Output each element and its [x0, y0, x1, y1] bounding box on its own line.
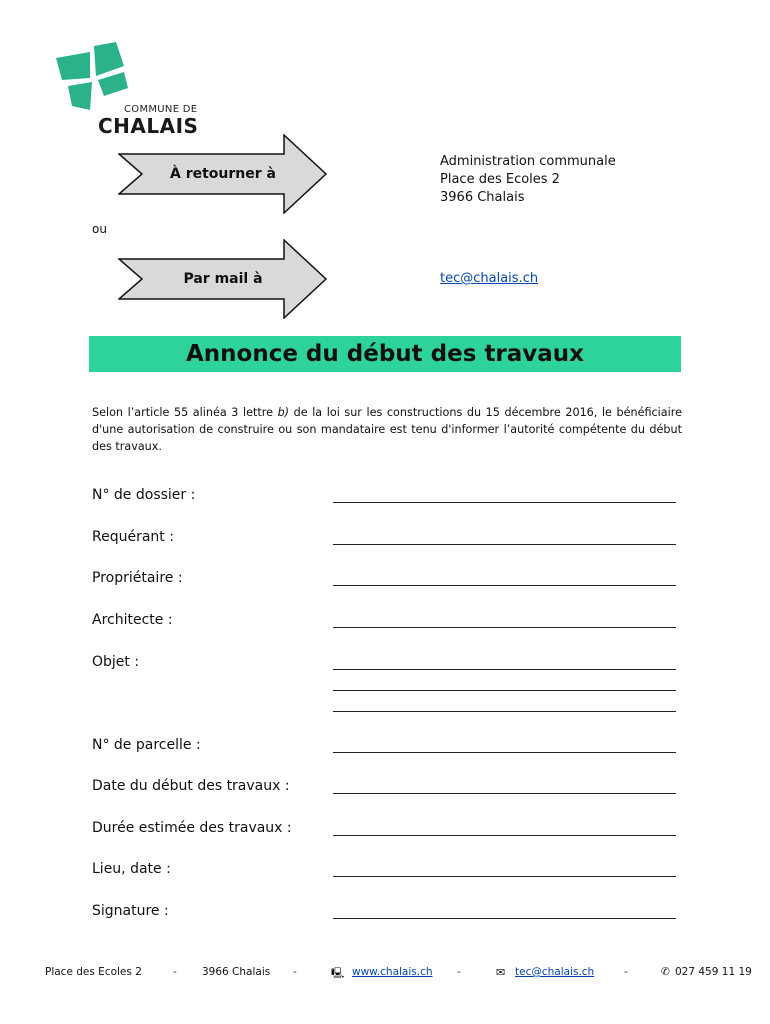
mail-arrow-label: Par mail à: [183, 271, 263, 287]
field-label-duree: Durée estimée des travaux :: [92, 820, 292, 836]
envelope-icon: ✉: [496, 966, 506, 979]
footer-city: 3966 Chalais: [202, 966, 271, 978]
field-line-requerant[interactable]: [333, 544, 676, 545]
footer: [0, 966, 770, 986]
field-line-lieu-date[interactable]: [333, 876, 676, 877]
footer-street: Place des Ecoles 2: [45, 966, 142, 978]
mail-arrow: [118, 239, 328, 319]
footer-website-link[interactable]: www.chalais.ch: [352, 966, 433, 978]
field-line-architecte[interactable]: [333, 627, 676, 628]
page-title: Annonce du début des travaux: [185, 341, 585, 367]
field-label-requerant: Requérant :: [92, 529, 174, 545]
field-line-dossier[interactable]: [333, 502, 676, 503]
field-line-parcelle[interactable]: [333, 752, 676, 753]
field-label-lieu-date: Lieu, date :: [92, 861, 171, 877]
title-banner: [89, 336, 681, 372]
footer-separator: -: [624, 966, 628, 978]
footer-email-link[interactable]: tec@chalais.ch: [515, 966, 595, 978]
email-link[interactable]: tec@chalais.ch: [440, 271, 539, 286]
field-label-proprietaire: Propriétaire :: [92, 570, 183, 586]
intro-text-start: Selon l’article 55 alinéa 3 lettre: [92, 406, 278, 419]
address-line: Place des Ecoles 2: [440, 172, 560, 187]
field-line-signature[interactable]: [333, 918, 676, 919]
field-label-architecte: Architecte :: [92, 612, 173, 628]
field-line-duree[interactable]: [333, 835, 676, 836]
intro-paragraph: [92, 404, 682, 455]
return-arrow-label: À retourner à: [170, 166, 276, 182]
footer-phone: 027 459 11 19: [675, 966, 752, 978]
address-line: 3966 Chalais: [440, 190, 525, 205]
field-line-date-debut[interactable]: [333, 793, 676, 794]
intro-text-italic: b): [277, 406, 290, 419]
intro-text-end: de la loi sur les constructions du 15 décembre 2016, le bénéficiaire d'une autorisation de construire ou son mandataire est tenu d'informer l’autorité compétente du début des travaux.: [92, 406, 682, 453]
logo-text-chalais: CHALAIS: [98, 114, 199, 138]
or-text: ou: [92, 222, 107, 236]
field-label-objet: Objet :: [92, 654, 140, 670]
field-label-parcelle: N° de parcelle :: [92, 737, 201, 753]
return-address: [440, 153, 616, 207]
field-line-objet-1[interactable]: [333, 669, 676, 670]
return-arrow: [118, 134, 328, 214]
field-line-objet-3[interactable]: [333, 711, 676, 712]
computer-icon: 🖳: [331, 968, 345, 979]
footer-separator: -: [173, 966, 177, 978]
commune-logo: [52, 40, 212, 140]
logo-text-commune: COMMUNE DE: [124, 104, 198, 115]
field-label-date-debut: Date du début des travaux :: [92, 778, 290, 794]
field-line-objet-2[interactable]: [333, 690, 676, 691]
phone-icon: ✆: [661, 966, 670, 978]
field-label-dossier: N° de dossier :: [92, 487, 196, 503]
address-line: Administration communale: [440, 154, 616, 169]
footer-separator: -: [293, 966, 297, 978]
footer-separator: -: [457, 966, 461, 978]
field-label-signature: Signature :: [92, 903, 169, 919]
field-line-proprietaire[interactable]: [333, 585, 676, 586]
